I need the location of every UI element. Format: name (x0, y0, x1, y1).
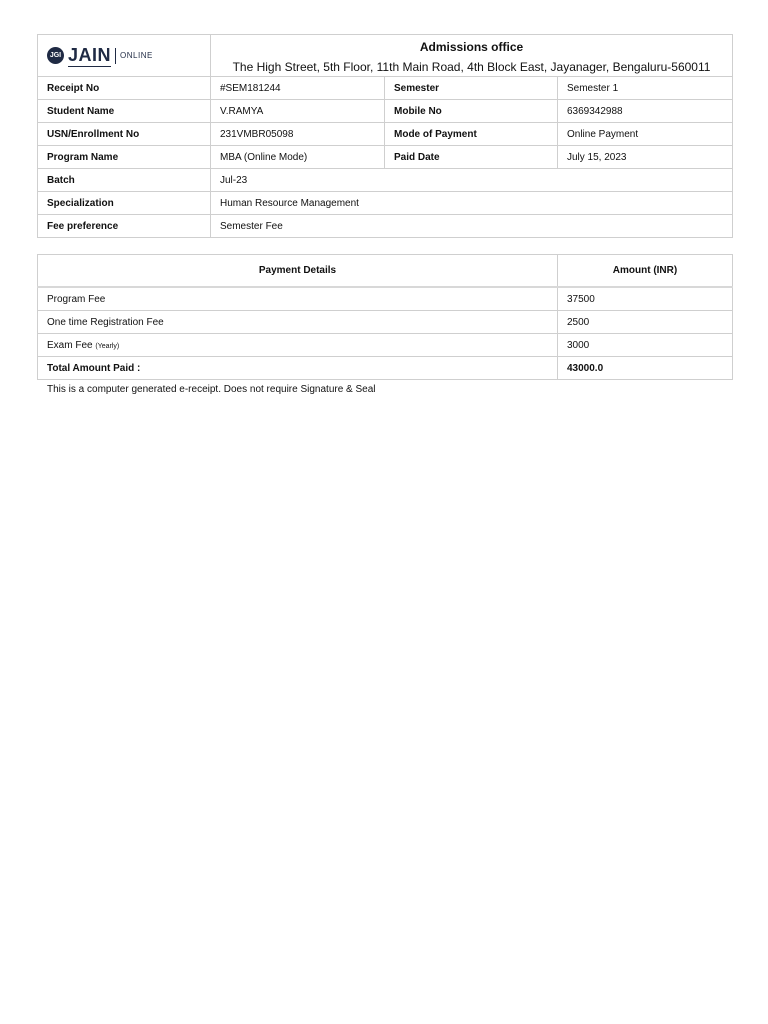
jgi-badge-icon: JGI (47, 47, 64, 64)
mobile-label: Mobile No (385, 100, 558, 123)
logo-brand: JAIN (68, 45, 112, 65)
logo-divider (115, 48, 116, 64)
fee-label-text: Exam Fee (47, 339, 93, 351)
table-row (38, 77, 733, 100)
semester-label: Semester (385, 77, 558, 100)
student-name-value: V.RAMYA (211, 100, 385, 123)
table-row (38, 215, 733, 238)
table-row (38, 334, 733, 357)
specialization-value: Human Resource Management (211, 192, 733, 215)
table-row (38, 169, 733, 192)
receipt-info-table (37, 34, 733, 238)
table-row (38, 287, 733, 311)
table-row (38, 123, 733, 146)
office-address-cell (211, 35, 733, 77)
receipt-no-label: Receipt No (38, 77, 211, 100)
total-row (38, 357, 733, 380)
program-value: MBA (Online Mode) (211, 146, 385, 169)
fee-label-text: Program Fee (47, 293, 106, 305)
logo-cell (38, 35, 211, 77)
e-receipt-note: This is a computer generated e-receipt. Does not require Signature & Seal (47, 384, 376, 395)
total-amount: 43000.0 (558, 357, 733, 380)
paid-date-label: Paid Date (385, 146, 558, 169)
semester-value: Semester 1 (558, 77, 733, 100)
paid-date-value: July 15, 2023 (558, 146, 733, 169)
student-name-label: Student Name (38, 100, 211, 123)
payment-details-header: Payment Details (38, 255, 558, 288)
usn-value: 231VMBR05098 (211, 123, 385, 146)
table-row (38, 311, 733, 334)
payment-details-table (37, 254, 733, 380)
batch-label: Batch (38, 169, 211, 192)
receipt-no-value: #SEM181244 (211, 77, 385, 100)
office-title: Admissions office (419, 39, 524, 54)
total-label: Total Amount Paid : (38, 357, 558, 380)
payment-mode-label: Mode of Payment (385, 123, 558, 146)
usn-label: USN/Enrollment No (38, 123, 211, 146)
logo-suffix: ONLINE (120, 51, 153, 60)
jain-online-logo (47, 45, 210, 66)
amount-header: Amount (INR) (558, 255, 733, 288)
table-row (38, 146, 733, 169)
program-label: Program Name (38, 146, 211, 169)
specialization-label: Specialization (38, 192, 211, 215)
fee-amount: 37500 (558, 287, 733, 311)
fee-preference-label: Fee preference (38, 215, 211, 238)
payment-mode-value: Online Payment (558, 123, 733, 146)
batch-value: Jul-23 (211, 169, 733, 192)
fee-label (38, 311, 558, 334)
fee-amount: 2500 (558, 311, 733, 334)
fee-label (38, 334, 558, 357)
fee-amount: 3000 (558, 334, 733, 357)
mobile-value: 6369342988 (558, 100, 733, 123)
fee-preference-value: Semester Fee (211, 215, 733, 238)
table-row (38, 192, 733, 215)
fee-label-text: One time Registration Fee (47, 316, 164, 328)
fee-note: (Yearly) (95, 342, 120, 350)
fee-label (38, 287, 558, 311)
table-row (38, 100, 733, 123)
payment-header-row (38, 255, 733, 288)
office-address: The High Street, 5th Floor, 11th Main Road, 4th Block East, Jayanager, Bengaluru-560011 (232, 59, 711, 74)
